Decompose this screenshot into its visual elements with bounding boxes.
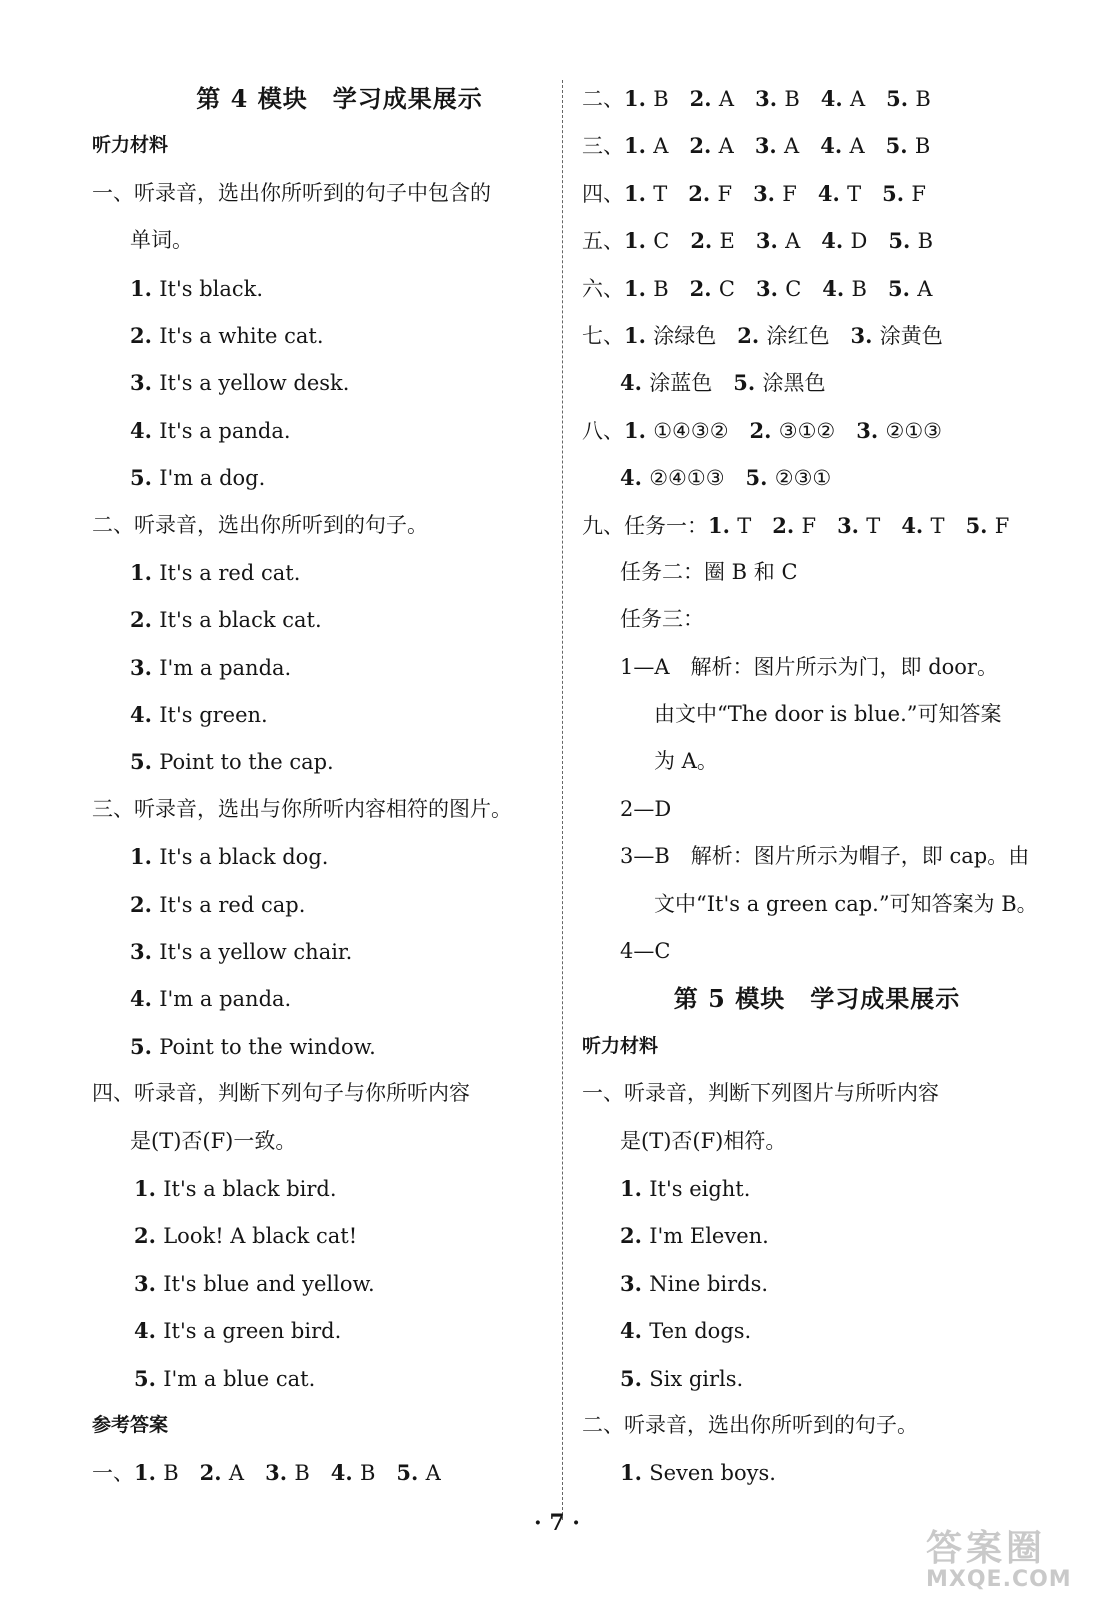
list-item: 2. It's a white cat. xyxy=(130,322,324,348)
answer-row-6: 六、1. B 2. C 3. C 4. B 5. A xyxy=(582,275,933,301)
list-item: 2. Look! A black cat! xyxy=(134,1223,358,1249)
listening-material-heading: 听力材料 xyxy=(92,134,169,157)
list-item: 3. It's a yellow chair. xyxy=(130,939,353,965)
list-item: 1. It's black. xyxy=(130,275,264,301)
list-item: 5. Point to the window. xyxy=(130,1033,376,1059)
list-item: 1. It's a black bird. xyxy=(134,1175,337,1201)
page-number: · 7 · xyxy=(534,1510,580,1536)
module-5-question-1: 一、听录音，判断下列图片与所听内容 xyxy=(582,1081,939,1106)
list-item: 2. It's a black cat. xyxy=(130,607,322,633)
watermark-text: 答案圈 xyxy=(926,1528,1047,1569)
list-item: 5. I'm a blue cat. xyxy=(134,1365,316,1391)
list-item: 4. It's green. xyxy=(130,702,268,728)
list-item: 3. Nine birds. xyxy=(620,1270,769,1296)
answer-row-9: 九、任务一：1. T 2. F 3. T 4. T 5. F xyxy=(582,512,1010,538)
answer-row-4: 四、1. T 2. F 3. F 4. T 5. F xyxy=(582,180,926,206)
section-4-question: 四、听录音，判断下列句子与你所听内容 xyxy=(92,1081,470,1106)
list-item: 2. It's a red cap. xyxy=(130,891,306,917)
list-item: 3. It's a yellow desk. xyxy=(130,370,350,396)
list-item: 4. Ten dogs. xyxy=(620,1318,752,1344)
section-4-question-cont: 是(T)否(F)一致。 xyxy=(130,1128,297,1153)
list-item: 1. It's eight. xyxy=(620,1175,751,1201)
module-4-title: 第 4 模块 学习成果展示 xyxy=(196,84,483,113)
list-item: 1. It's a red cat. xyxy=(130,559,301,585)
section-3-question: 三、听录音，选出与你所听内容相符的图片。 xyxy=(92,796,512,821)
reference-answers-heading: 参考答案 xyxy=(92,1413,169,1436)
section-1-question: 一、听录音，选出你所听到的句子中包含的 xyxy=(92,180,491,205)
task-3-item-2: 2—D xyxy=(620,796,672,821)
list-item: 5. I'm a dog. xyxy=(130,465,266,491)
answer-row-1: 一、1. B 2. A 3. B 4. B 5. A xyxy=(92,1460,441,1486)
list-item: 5. Point to the cap. xyxy=(130,749,334,775)
list-item: 4. It's a green bird. xyxy=(134,1318,342,1344)
answer-row-7-cont: 4. 涂蓝色 5. 涂黑色 xyxy=(620,370,826,396)
watermark-domain: MXQE.COM xyxy=(926,1567,1072,1592)
answer-row-7: 七、1. 涂绿色 2. 涂红色 3. 涂黄色 xyxy=(582,322,943,348)
list-item: 5. Six girls. xyxy=(620,1365,744,1391)
module-5-question-2: 二、听录音，选出你所听到的句子。 xyxy=(582,1412,918,1437)
task-3-item-1-cont: 由文中“The door is blue.”可知答案 xyxy=(654,702,1002,727)
answer-row-2: 二、1. B 2. A 3. B 4. A 5. B xyxy=(582,86,931,111)
list-item: 1. Seven boys. xyxy=(620,1460,776,1486)
listening-material-heading-5: 听力材料 xyxy=(582,1034,659,1057)
task-3-item-3-cont: 文中“It's a green cap.”可知答案为 B。 xyxy=(654,891,1038,916)
task-3-heading: 任务三： xyxy=(620,607,704,632)
answer-row-3: 三、1. A 2. A 3. A 4. A 5. B xyxy=(582,133,931,159)
task-2-answer: 任务二：圈 B 和 C xyxy=(620,559,798,584)
list-item: 1. It's a black dog. xyxy=(130,844,329,870)
right-column xyxy=(582,75,1052,1497)
module-5-title: 第 5 模块 学习成果展示 xyxy=(673,984,961,1014)
answer-row-8: 八、1. ①④③② 2. ③①② 3. ②①③ xyxy=(582,417,942,443)
section-1-question-cont: 单词。 xyxy=(130,228,193,253)
module-5-question-1-cont: 是(T)否(F)相符。 xyxy=(620,1128,787,1153)
section-2-question: 二、听录音，选出你所听到的句子。 xyxy=(92,512,428,537)
answer-row-8-cont: 4. ②④①③ 5. ②③① xyxy=(620,465,832,491)
task-3-item-1-cont2: 为 A。 xyxy=(654,749,718,774)
task-3-item-3: 3—B 解析：图片所示为帽子，即 cap。由 xyxy=(620,844,1030,869)
column-divider xyxy=(562,80,563,1520)
task-3-item-4: 4—C xyxy=(620,939,671,964)
list-item: 3. I'm a panda. xyxy=(130,654,292,680)
answer-row-5: 五、1. C 2. E 3. A 4. D 5. B xyxy=(582,228,934,254)
list-item: 4. It's a panda. xyxy=(130,417,291,443)
task-3-item-1: 1—A 解析：图片所示为门，即 door。 xyxy=(620,654,998,679)
list-item: 3. It's blue and yellow. xyxy=(134,1270,375,1296)
list-item: 4. I'm a panda. xyxy=(130,986,292,1012)
list-item: 2. I'm Eleven. xyxy=(620,1223,769,1249)
watermark-logo xyxy=(926,1520,1086,1592)
left-column xyxy=(92,75,547,1497)
